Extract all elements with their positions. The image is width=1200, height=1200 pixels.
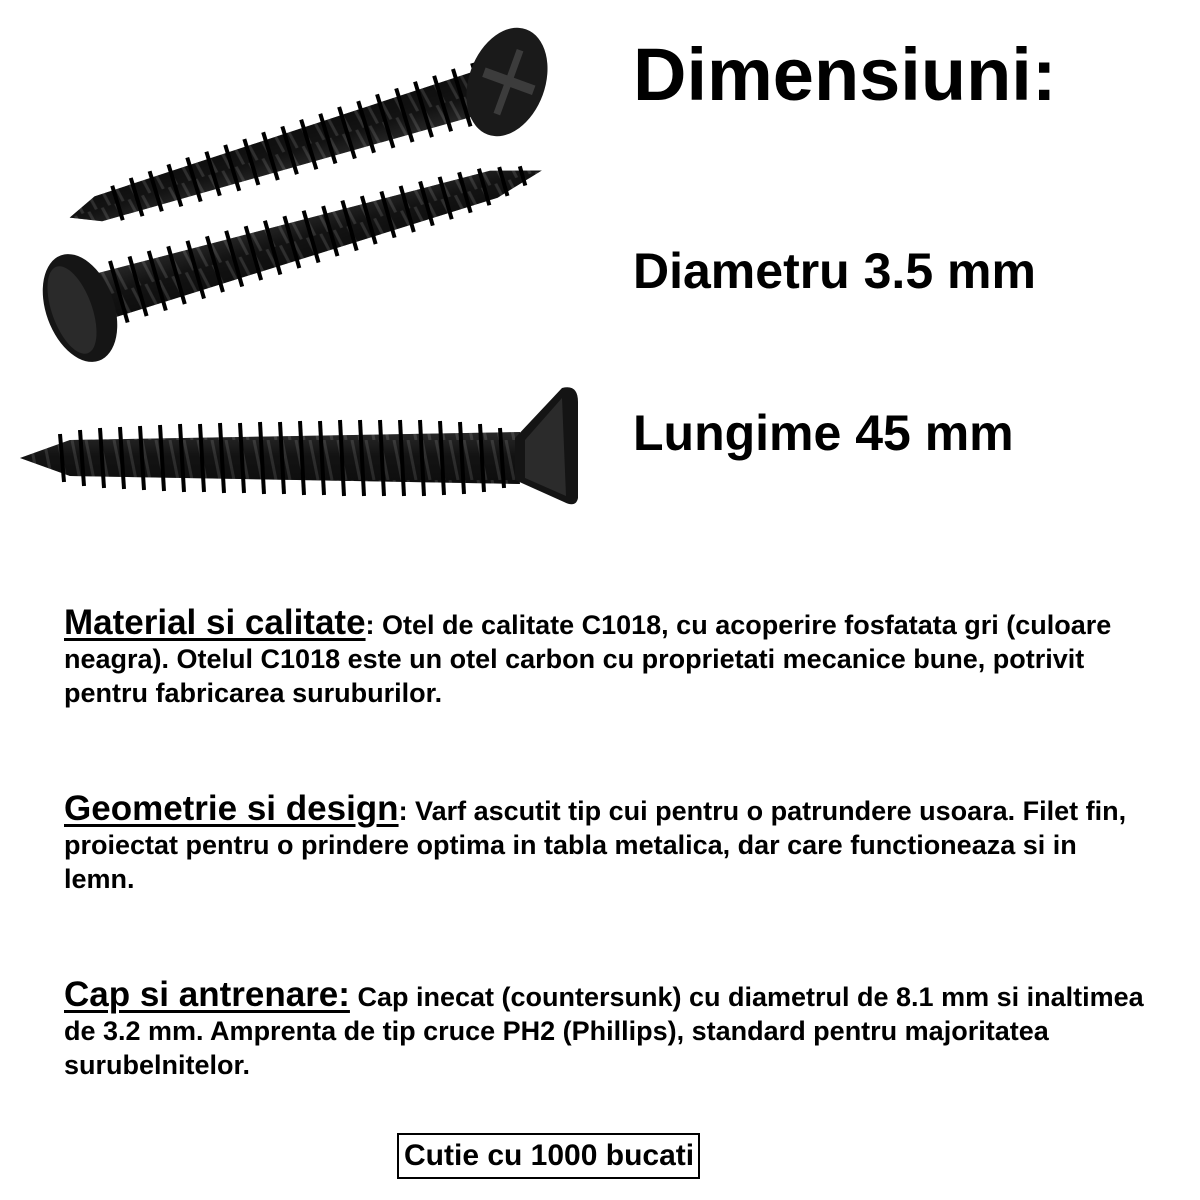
section-heading: Material si calitate: [64, 603, 366, 642]
screws-image: [0, 0, 600, 520]
length-value: Lungime 45 mm: [633, 405, 1014, 461]
section-heading: Cap si antrenare:: [64, 975, 350, 1014]
dimensions-title: Dimensiuni:: [633, 33, 1057, 116]
section-heading: Geometrie si design: [64, 789, 399, 828]
package-quantity-box: Cutie cu 1000 bucati: [397, 1133, 700, 1179]
section-geometry: [64, 789, 1144, 896]
section-material: [64, 603, 1144, 710]
section-body: : Varf ascutit tip cui pentru o patrundere usoara. Filet fin, proiectat pentru o prindere optima in tabla metalica, dar care functioneaza si in lemn.: [64, 796, 1127, 894]
screw-bottom: [20, 387, 578, 504]
section-head-drive: [64, 975, 1144, 1082]
diameter-value: Diametru 3.5 mm: [633, 243, 1036, 299]
section-body: Cap inecat (countersunk) cu diametrul de 8.1 mm si inaltimea de 3.2 mm. Amprenta de tip cruce PH2 (Phillips), standard pentru majoritatea surubelnitelor.: [64, 982, 1144, 1080]
section-body: : Otel de calitate C1018, cu acoperire fosfatata gri (culoare neagra). Otelul C1018 este un otel carbon cu proprietati mecanice bune, potrivit pentru fabricarea suruburilor.: [64, 610, 1112, 708]
